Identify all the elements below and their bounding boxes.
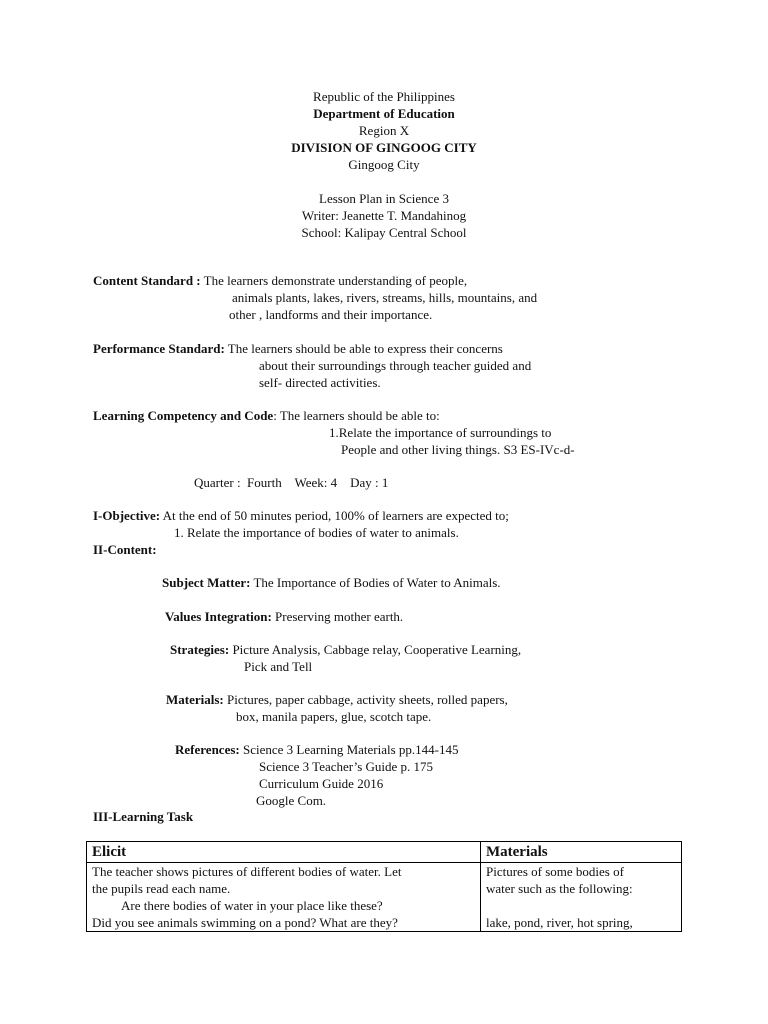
elicit-line: The teacher shows pictures of different bodies of water. Let [92, 864, 402, 879]
learning-task-table [86, 841, 682, 932]
objective-line-1: I-Objective: At the end of 50 minutes period, 100% of learners are expected to; [93, 508, 509, 523]
content-standard-line-2: animals plants, lakes, rivers, streams, hills, mountains, and [232, 290, 538, 305]
competency-label: Learning Competency and Code [93, 408, 274, 423]
materials-line-1: Materials: Pictures, paper cabbage, activity sheets, rolled papers, [166, 692, 508, 707]
content-standard-label: Content Standard : [93, 273, 201, 288]
header-republic: Republic of the Philippines [313, 89, 455, 104]
table-row [87, 863, 682, 932]
performance-standard-line-1: Performance Standard: The learners should be able to express their concerns [93, 341, 503, 356]
content-standard-line-3: other , landforms and their importance. [229, 307, 433, 322]
performance-standard-label: Performance Standard: [93, 341, 225, 356]
header-region: Region X [358, 123, 410, 138]
objective-line-2: 1. Relate the importance of bodies of water to animals. [174, 525, 459, 540]
elicit-header: Elicit [87, 842, 481, 863]
references-label: References: [175, 742, 240, 757]
header-writer: Writer: Jeanette T. Mandahinog [301, 208, 467, 223]
competency-line-1: Learning Competency and Code: The learners should be able to: [93, 408, 440, 423]
references-line-1: References: Science 3 Learning Materials pp.144-145 [175, 742, 459, 757]
objective-label: I-Objective: [93, 508, 161, 523]
values-integration-label: Values Integration: [165, 609, 272, 624]
header-school: School: Kalipay Central School [301, 225, 467, 240]
materials-line-2: box, manila papers, glue, scotch tape. [236, 709, 432, 724]
content-heading: II-Content: [93, 542, 157, 557]
subject-matter-label: Subject Matter: [162, 575, 251, 590]
materials-line [486, 897, 676, 914]
performance-standard-line-3: self- directed activities. [259, 375, 381, 390]
performance-standard-line-2: about their surroundings through teacher guided and [259, 358, 532, 373]
subject-matter: Subject Matter: The Importance of Bodies of Water to Animals. [162, 575, 501, 590]
strategies-line-2: Pick and Tell [244, 659, 313, 674]
materials-label: Materials: [166, 692, 224, 707]
header-department: Department of Education [313, 106, 455, 121]
learning-task-heading: III-Learning Task [93, 809, 194, 824]
materials-header: Materials [481, 842, 682, 863]
elicit-cell [87, 863, 481, 932]
strategies-label: Strategies: [170, 642, 230, 657]
schedule: Quarter : Fourth Week: 4 Day : 1 [194, 475, 389, 490]
header-lesson-plan: Lesson Plan in Science 3 [319, 191, 449, 206]
elicit-line: the pupils read each name. [92, 881, 231, 896]
content-standard-line-1: Content Standard : The learners demonstrate understanding of people, [93, 273, 468, 288]
strategies-line-1: Strategies: Picture Analysis, Cabbage relay, Cooperative Learning, [170, 642, 522, 657]
materials-line: lake, pond, river, hot spring, [486, 915, 633, 930]
materials-line: water such as the following: [486, 881, 633, 896]
elicit-line: Did you see animals swimming on a pond? What are they? [92, 915, 398, 930]
materials-line: Pictures of some bodies of [486, 864, 624, 879]
competency-line-2: 1.Relate the importance of surroundings to [329, 425, 552, 440]
header-city: Gingoog City [348, 157, 420, 172]
values-integration: Values Integration: Preserving mother earth. [165, 609, 404, 624]
elicit-line: Are there bodies of water in your place like these? [121, 898, 383, 913]
materials-cell [481, 863, 682, 932]
references-line-2: Science 3 Teacher’s Guide p. 175 [259, 759, 434, 774]
references-line-3: Curriculum Guide 2016 [259, 776, 384, 791]
table-header-row [87, 842, 682, 863]
header-division: DIVISION OF GINGOOG CITY [291, 140, 477, 155]
references-line-4: Google Com. [256, 793, 327, 808]
competency-line-3: People and other living things. S3 ES-IVc-d- [341, 442, 575, 457]
